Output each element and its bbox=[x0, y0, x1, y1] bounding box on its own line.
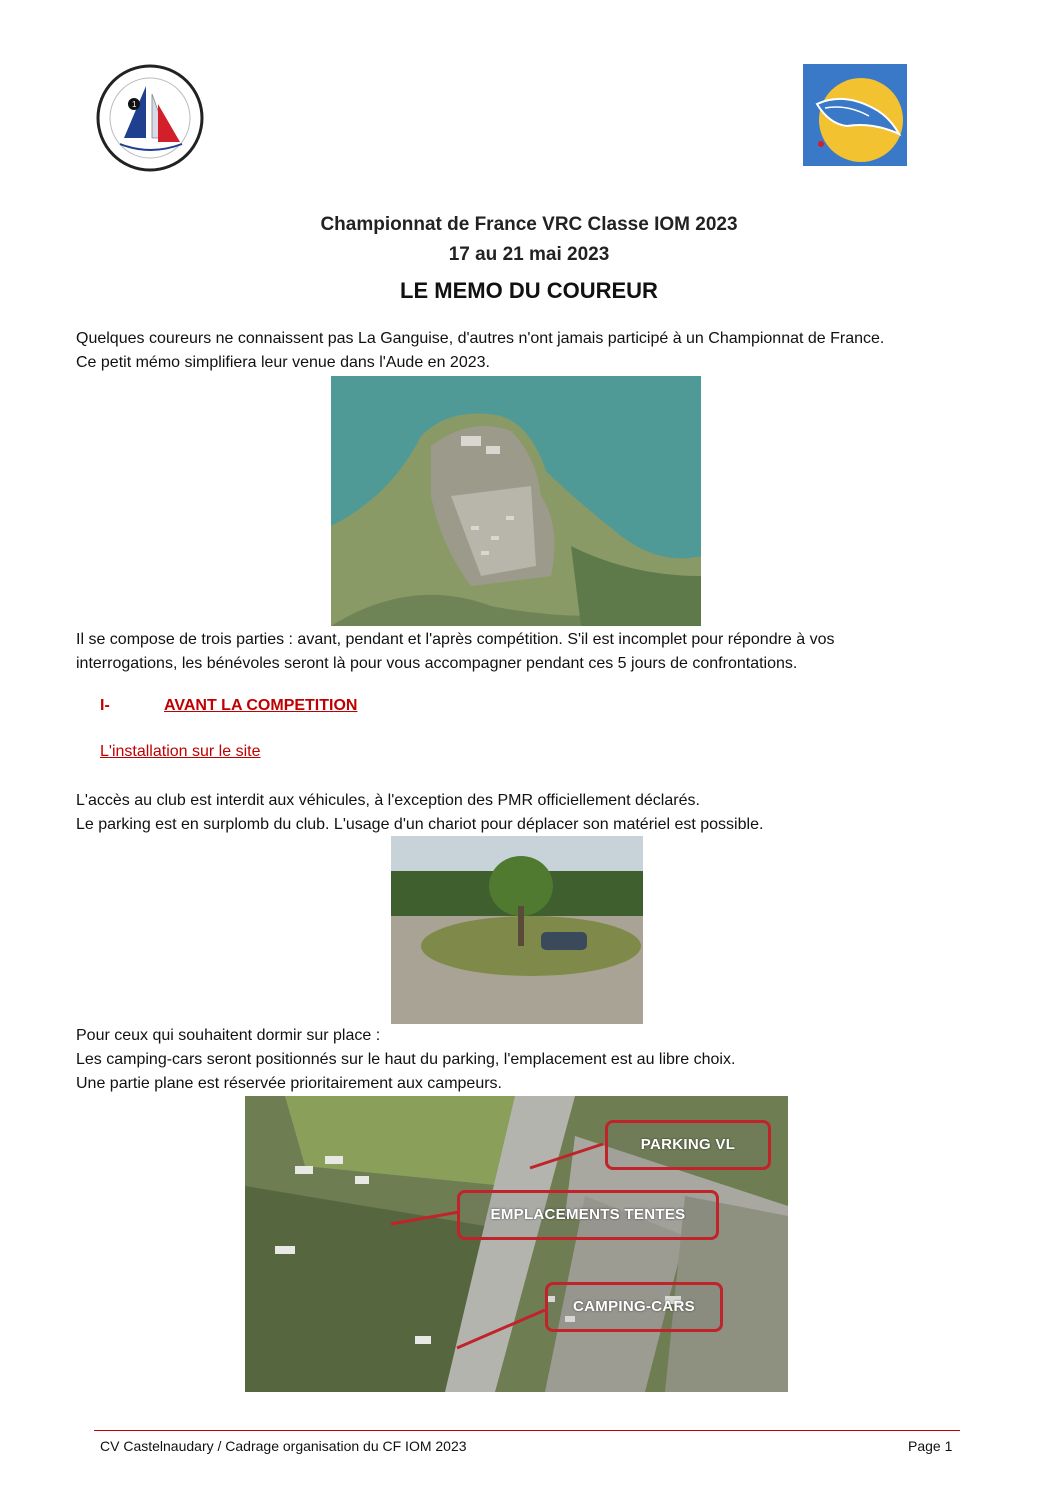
footer-divider bbox=[94, 1430, 960, 1431]
access-line-1: L'accès au club est interdit aux véhicules, à l'exception des PMR officiellement déclarés. bbox=[76, 792, 700, 809]
section-title: AVANT LA COMPETITION bbox=[164, 697, 358, 714]
title-dates: 17 au 21 mai 2023 bbox=[448, 244, 610, 265]
ganguise-logo bbox=[803, 64, 907, 166]
parking-photo bbox=[391, 836, 643, 1024]
camping-line-2: Les camping-cars seront positionnés sur le haut du parking, l'emplacement est au libre choix. bbox=[76, 1051, 736, 1068]
callout-campers: CAMPING-CARS bbox=[545, 1282, 723, 1332]
section-heading bbox=[100, 697, 357, 715]
access-line-2: Le parking est en surplomb du club. L'usage d'un chariot pour déplacer son matériel est possible. bbox=[76, 816, 764, 833]
body-line-2: interrogations, les bénévoles seront là pour vous accompagner pendant ces 5 jours de confrontations. bbox=[76, 655, 798, 672]
section-number: I- bbox=[100, 697, 110, 714]
lake-logo-icon bbox=[803, 64, 907, 166]
camping-line-3: Une partie plane est réservée prioritairement aux campeurs. bbox=[76, 1075, 502, 1092]
intro-line-1: Quelques coureurs ne connaissent pas La Ganguise, d'autres n'ont jamais participé à un Championnat de France. bbox=[76, 330, 885, 347]
aerial-map-camping bbox=[245, 1096, 788, 1392]
callout-parking: PARKING VL bbox=[605, 1120, 771, 1170]
callout-tents: EMPLACEMENTS TENTES bbox=[457, 1190, 719, 1240]
association-logo bbox=[96, 64, 204, 172]
aerial-photo-site bbox=[331, 376, 701, 626]
camping-line-1: Pour ceux qui souhaitent dormir sur place : bbox=[76, 1027, 381, 1044]
svg-text:1: 1 bbox=[132, 100, 137, 109]
body-line-1: Il se compose de trois parties : avant, pendant et l'après compétition. S'il est incomplet pour répondre à vos bbox=[76, 631, 835, 648]
intro-line-2: Ce petit mémo simplifiera leur venue dans l'Aude en 2023. bbox=[76, 354, 490, 371]
footer-page-number: Page 1 bbox=[908, 1438, 953, 1454]
title-championship: Championnat de France VRC Classe IOM 2023 bbox=[320, 214, 738, 235]
subsection-heading: L'installation sur le site bbox=[100, 743, 261, 760]
sailboat-logo-icon bbox=[96, 64, 204, 172]
title-memo: LE MEMO DU COUREUR bbox=[400, 278, 658, 303]
footer-organization: CV Castelnaudary / Cadrage organisation du CF IOM 2023 bbox=[100, 1438, 467, 1454]
